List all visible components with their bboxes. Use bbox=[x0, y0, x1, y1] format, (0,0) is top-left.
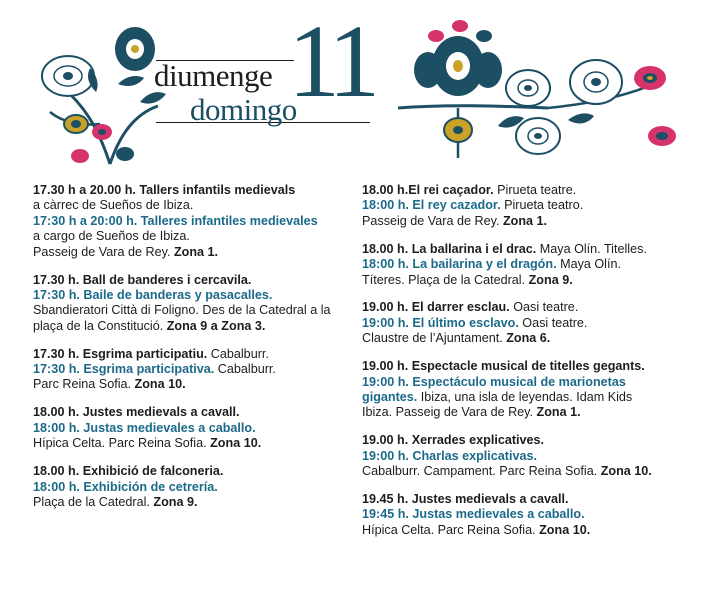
event-title-es: 18:00 h. La bailarina y el dragón. bbox=[362, 257, 557, 272]
event-entry bbox=[33, 464, 363, 510]
event-title-es: 19:45 h. Justas medievales a caballo. bbox=[362, 507, 585, 522]
event-place: Sbandieratori Città di Foligno. Des de la Catedral a la bbox=[33, 303, 331, 318]
event-title-es: gigantes. bbox=[362, 389, 418, 404]
event-place: Plaça de la Catedral. bbox=[33, 494, 150, 509]
event-zone: Zona 1. bbox=[502, 213, 548, 228]
event-place: Claustre de l’Ajuntament. bbox=[362, 331, 503, 346]
event-title-es: 18:00 h. Exhibición de cetrería. bbox=[33, 479, 218, 494]
event-detail-ca: Pirueta teatre. bbox=[497, 183, 577, 197]
event-detail-es: Pirueta teatro. bbox=[504, 198, 584, 213]
event-entry bbox=[362, 242, 692, 288]
event-title-es: 19:00 h. Charlas explicativas. bbox=[362, 448, 538, 463]
event-entry bbox=[362, 433, 692, 479]
event-zone: Zona 10. bbox=[600, 464, 652, 479]
event-title-ca: 18.00 h. Exhibició de falconeria. bbox=[33, 464, 224, 479]
event-place: Hípica Celta. Parc Reina Sofia. bbox=[33, 436, 207, 451]
day-label-es: domingo bbox=[190, 92, 297, 127]
event-title-es: 19:00 h. Espectáculo musical de marionetas bbox=[362, 374, 626, 389]
event-place: Títeres. Plaça de la Catedral. bbox=[362, 272, 526, 287]
event-zone: Zona 10. bbox=[539, 522, 591, 537]
event-title-ca: 18.00 h.El rei caçador. bbox=[362, 183, 494, 197]
event-entry bbox=[362, 183, 692, 229]
event-entry bbox=[33, 183, 363, 260]
event-title-es: 17:30 h. Baile de banderas y pasacalles. bbox=[33, 287, 273, 302]
event-place: Passeig de Vara de Rey. bbox=[33, 244, 171, 259]
day-title bbox=[150, 4, 380, 138]
day-label-ca: diumenge bbox=[154, 58, 273, 93]
event-place: plaça de la Constitució. bbox=[33, 318, 164, 333]
event-detail-es: a cargo de Sueños de Ibiza. bbox=[33, 229, 190, 244]
event-detail-es: Maya Olín. bbox=[560, 257, 621, 272]
event-title-ca: 18.00 h. La ballarina i el drac. bbox=[362, 241, 537, 256]
event-detail-es: Cabalburr. bbox=[217, 362, 276, 377]
event-zone: Zona 1. bbox=[173, 244, 219, 259]
schedule-column-right bbox=[362, 183, 692, 551]
event-title-es: 18:00 h. El rey cazador. bbox=[362, 198, 501, 213]
event-zone: Zona 10. bbox=[210, 436, 262, 451]
event-title-es: 17:30 h a 20:00 h. Talleres infantiles medievales bbox=[33, 213, 318, 228]
event-detail-ca: a càrrec de Sueños de Ibiza. bbox=[33, 198, 194, 213]
event-entry bbox=[362, 492, 692, 538]
event-title-ca: 19.45 h. Justes medievals a cavall. bbox=[362, 492, 569, 506]
day-number: 11 bbox=[288, 4, 373, 119]
event-entry bbox=[33, 405, 363, 451]
event-place: Hípica Celta. Parc Reina Sofia. bbox=[362, 522, 536, 537]
event-title-ca: 19.00 h. El darrer esclau. bbox=[362, 300, 510, 315]
event-title-ca: 18.00 h. Justes medievals a cavall. bbox=[33, 405, 240, 420]
event-zone: Zona 6. bbox=[506, 331, 551, 346]
event-detail-es: Oasi teatre. bbox=[522, 315, 588, 330]
event-title-ca: 17.30 h. Ball de banderes i cercavila. bbox=[33, 272, 252, 287]
event-place: Cabalburr. Campament. Parc Reina Sofia. bbox=[362, 464, 598, 479]
event-zone: Zona 9. bbox=[528, 272, 573, 287]
event-zone: Zona 10. bbox=[134, 377, 186, 392]
event-detail-ca: Maya Olín. Titelles. bbox=[539, 241, 647, 256]
event-title-ca: 19.00 h. Xerrades explicatives. bbox=[362, 433, 545, 448]
event-detail-ca: Oasi teatre. bbox=[513, 300, 579, 315]
schedule-column-left bbox=[33, 183, 363, 523]
event-title-es: 17:30 h. Esgrima participativa. bbox=[33, 362, 215, 377]
event-zone: Zona 9. bbox=[153, 494, 198, 509]
event-title-es: 18:00 h. Justas medievales a caballo. bbox=[33, 420, 256, 435]
event-place: Ibiza. Passeig de Vara de Rey. bbox=[362, 405, 534, 420]
floral-ornament-icon bbox=[388, 8, 688, 173]
header bbox=[0, 0, 706, 170]
event-zone: Zona 1. bbox=[536, 405, 581, 420]
event-title-ca: 19.00 h. Espectacle musical de titelles gegants. bbox=[362, 359, 645, 374]
event-entry bbox=[33, 273, 363, 335]
event-entry bbox=[362, 300, 692, 346]
event-title-ca: 17.30 h a 20.00 h. Tallers infantils medievals bbox=[33, 183, 296, 197]
event-entry bbox=[362, 359, 692, 421]
event-place: Parc Reina Sofia. bbox=[33, 377, 132, 392]
event-title-ca: 17.30 h. Esgrima participatiu. bbox=[33, 346, 208, 361]
event-entry bbox=[33, 347, 363, 393]
event-detail-es: Ibiza, una isla de leyendas. Idam Kids bbox=[420, 389, 633, 404]
event-title-es: 19:00 h. El último esclavo. bbox=[362, 315, 519, 330]
event-detail-ca: Cabalburr. bbox=[210, 346, 269, 361]
event-place: Passeig de Vara de Rey. bbox=[362, 213, 500, 228]
event-zone: Zona 9 a Zona 3. bbox=[166, 318, 266, 333]
